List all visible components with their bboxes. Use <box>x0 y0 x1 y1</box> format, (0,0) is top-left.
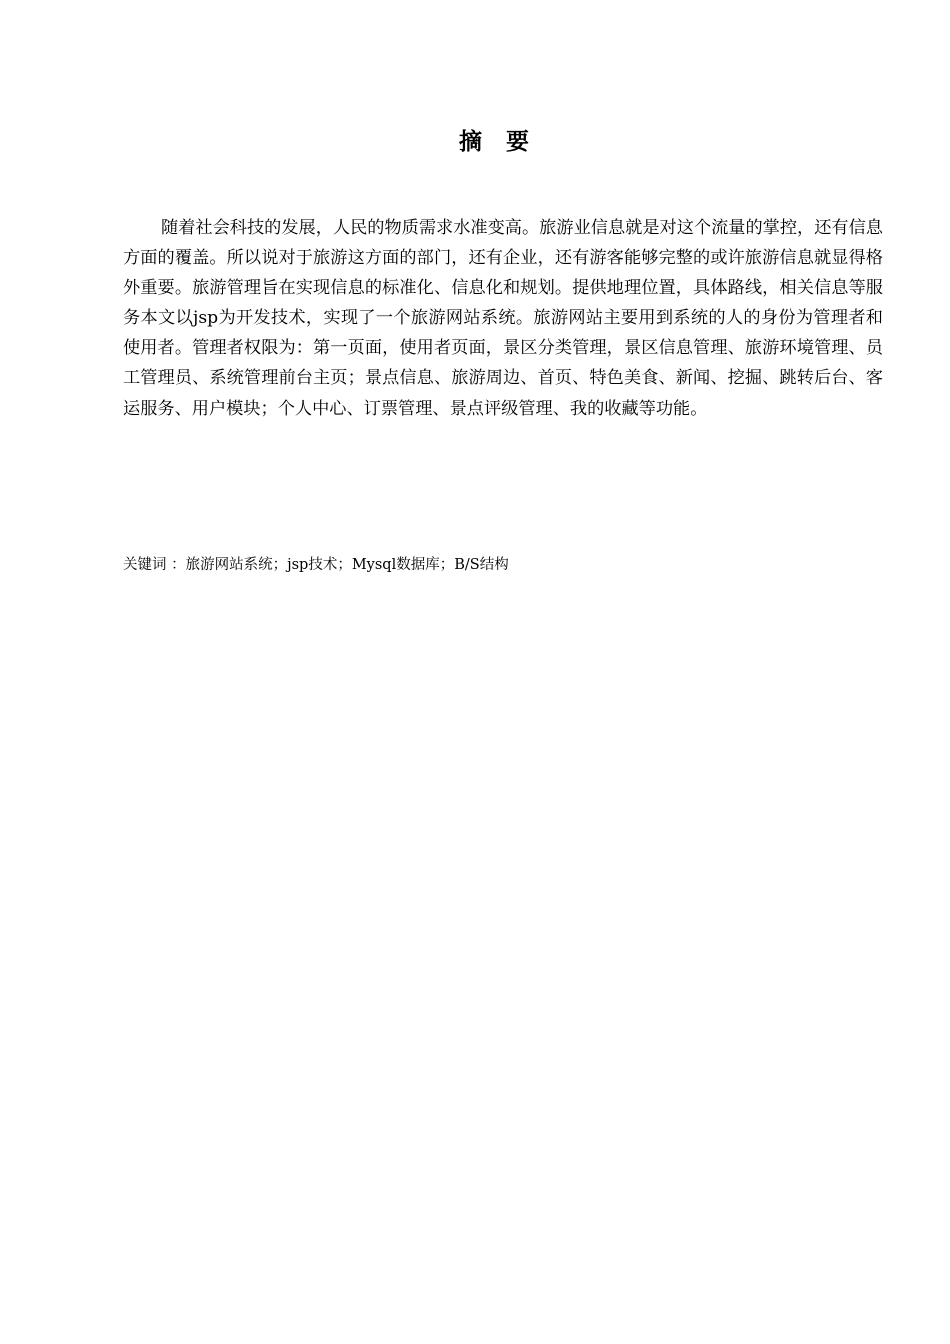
title-char-2: 要 <box>506 128 529 155</box>
keywords-line: 关键词 ：旅游网站系统；jsp技术；Mysql数据库；B/S结构 <box>123 557 509 573</box>
title-char-1: 摘 <box>459 128 482 155</box>
abstract-paragraph: 随着社会科技的发展，人民的物质需求水准变高。旅游业信息就是对这个流量的掌控，还有信息方面的覆盖。所以说对于旅游这方面的部门，还有企业，还有游客能够完整的或许旅游信息就显得格外重要。旅游管理旨在实现信息的标准化、信息化和规划。提供地理位置，具体路线，相关信息等服务本文以jsp为开发技术，实现了一个旅游网站系统。旅游网站主要用到系统的人的身份为管理者和使用者。管理者权限为：第一页面，使用者页面，景区分类管理，景区信息管理、旅游环境管理、员工管理员、系统管理前台主页；景点信息、旅游周边、首页、特色美食、新闻、挖掘、跳转后台、客运服务、用户模块；个人中心、订票管理、景点评级管理、我的收藏等功能。 <box>123 218 883 419</box>
page-title <box>0 126 950 158</box>
